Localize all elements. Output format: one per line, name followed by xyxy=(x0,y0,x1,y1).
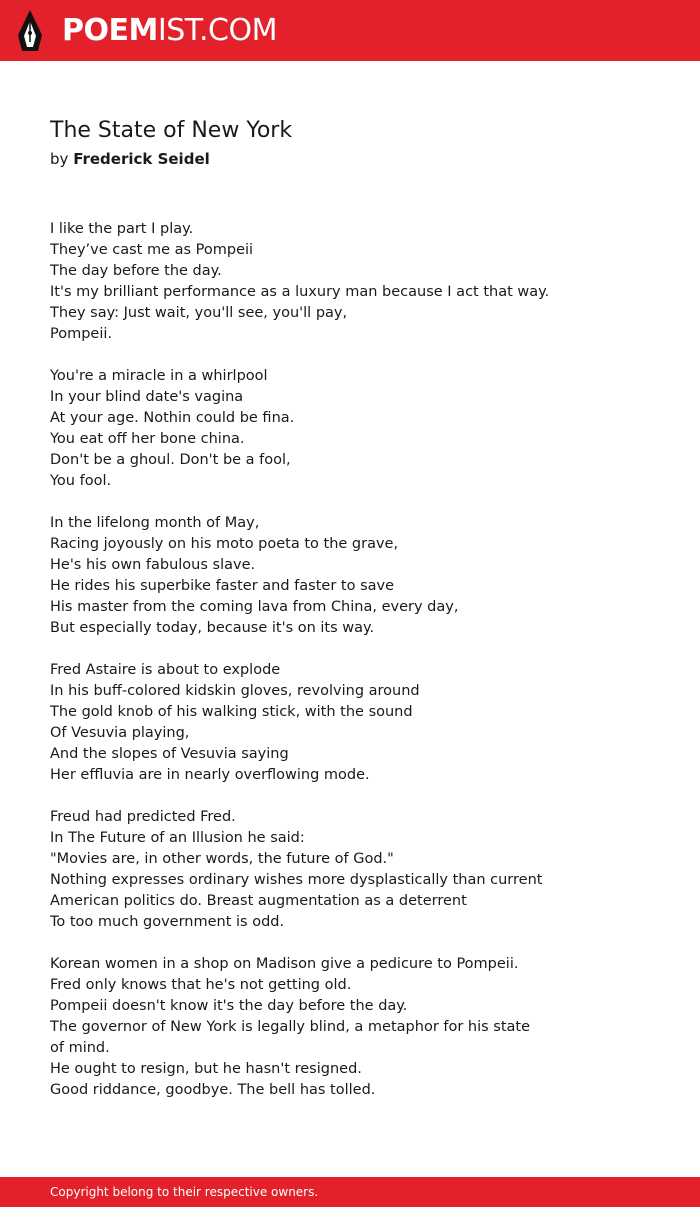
poem-line: In your blind date's vagina xyxy=(50,389,244,405)
poem-line: Fred only knows that he's not getting old. xyxy=(50,977,352,993)
poem-line: I like the part I play. xyxy=(50,221,194,237)
site-header xyxy=(0,0,700,61)
poem-title: The State of New York xyxy=(50,118,293,143)
poem-line: They say: Just wait, you'll see, you'll pay, xyxy=(50,305,348,321)
poem-line: Korean women in a shop on Madison give a pedicure to Pompeii. xyxy=(50,956,519,972)
stanza-1 xyxy=(50,219,550,345)
by-label: by xyxy=(50,150,69,168)
poem-line: The governor of New York is legally blind, a metaphor for his state of mind. xyxy=(50,1019,531,1056)
poem-line: The day before the day. xyxy=(50,263,222,279)
poem-line: "Movies are, in other words, the future of God." xyxy=(50,851,394,867)
author-name: Frederick Seidel xyxy=(73,150,210,168)
poem-line: Of Vesuvia playing, xyxy=(50,725,190,741)
poem-line: You fool. xyxy=(50,473,112,489)
fountain-pen-nib-icon[interactable] xyxy=(17,9,43,52)
poem-line: His master from the coming lava from China, every day, xyxy=(50,599,459,615)
poem-line: He's his own fabulous slave. xyxy=(50,557,256,573)
poem-line: Freud had predicted Fred. xyxy=(50,809,236,825)
stanza-6 xyxy=(50,954,540,1101)
byline xyxy=(50,149,210,169)
copyright-text: Copyright belong to their respective owners. xyxy=(50,1185,319,1199)
poem-line: In The Future of an Illusion he said: xyxy=(50,830,305,846)
poem-line: In his buff-colored kidskin gloves, revolving around xyxy=(50,683,420,699)
poem-line: Her effluvia are in nearly overflowing mode. xyxy=(50,767,370,783)
poem-line: American politics do. Breast augmentation as a deterrent xyxy=(50,893,467,909)
poem-line: Pompeii. xyxy=(50,326,113,342)
stanza-5 xyxy=(50,807,543,933)
poem-line: But especially today, because it's on its way. xyxy=(50,620,375,636)
poem-line: Racing joyously on his moto poeta to the grave, xyxy=(50,536,399,552)
poem-line: And the slopes of Vesuvia saying xyxy=(50,746,289,762)
poem-line: At your age. Nothin could be fina. xyxy=(50,410,295,426)
stanza-3 xyxy=(50,513,540,639)
poem-line: Pompeii doesn't know it's the day before the day. xyxy=(50,998,408,1014)
site-footer xyxy=(0,1177,700,1207)
poem-line: Nothing expresses ordinary wishes more dysplastically than current xyxy=(50,872,543,888)
poem-line: He ought to resign, but he hasn't resigned. xyxy=(50,1061,362,1077)
poem-line: Good riddance, goodbye. The bell has tolled. xyxy=(50,1082,376,1098)
poem-line: To too much government is odd. xyxy=(50,914,285,930)
poem-line: It's my brilliant performance as a luxury man because I act that way. xyxy=(50,284,550,300)
poem-line: You eat off her bone china. xyxy=(50,431,245,447)
poem-line: They’ve cast me as Pompeii xyxy=(50,242,254,258)
site-logo[interactable] xyxy=(62,13,277,49)
logo-bold-text: POEM xyxy=(62,13,158,48)
poem-line: He rides his superbike faster and faster to save xyxy=(50,578,395,594)
poem-line: Fred Astaire is about to explode xyxy=(50,662,281,678)
poem-line: The gold knob of his walking stick, with the sound xyxy=(50,704,413,720)
poem-line: In the lifelong month of May, xyxy=(50,515,260,531)
poem-line: Don't be a ghoul. Don't be a fool, xyxy=(50,452,291,468)
stanza-2 xyxy=(50,366,540,492)
poem-body xyxy=(50,219,550,1122)
stanza-4 xyxy=(50,660,540,786)
poem-line: You're a miracle in a whirlpool xyxy=(50,368,268,384)
logo-light-text: IST.COM xyxy=(157,13,277,48)
